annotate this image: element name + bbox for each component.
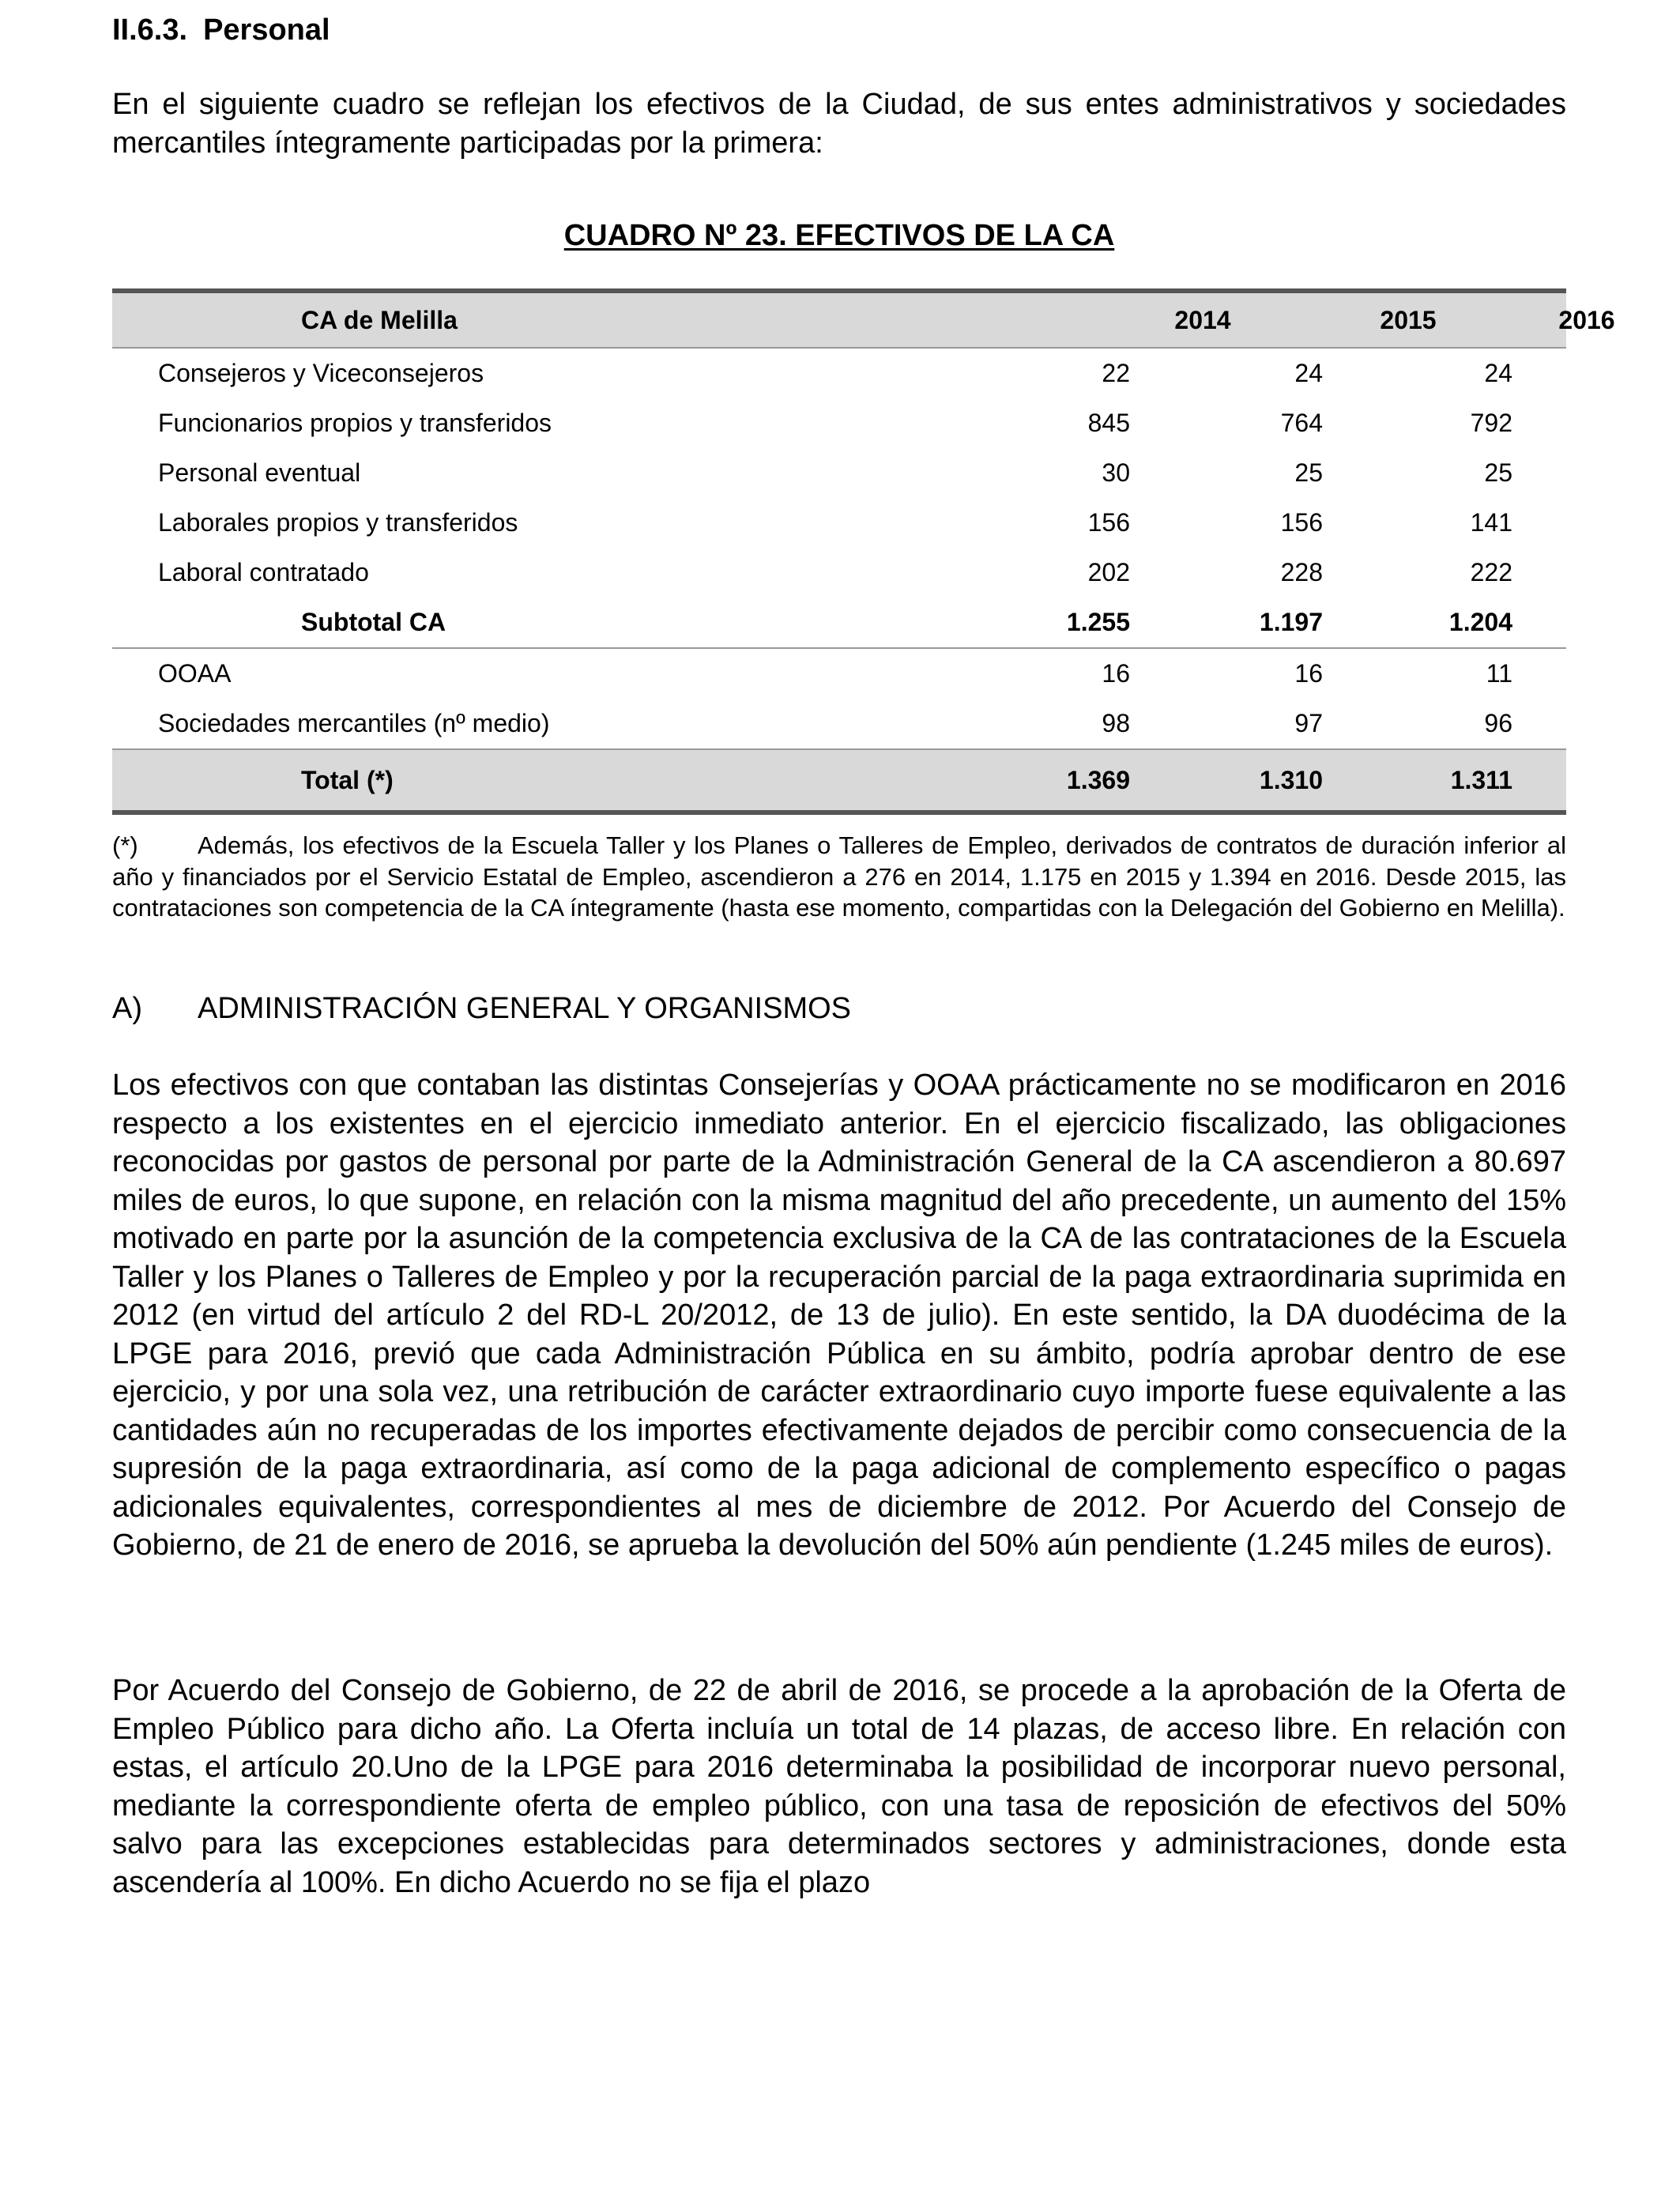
table-header-row	[112, 293, 1615, 347]
table-row	[112, 398, 1566, 448]
row-label: Funcionarios propios y transferidos	[158, 409, 552, 437]
section-title: Personal	[203, 13, 330, 47]
table-row	[112, 349, 1566, 398]
row-value: 202	[1087, 558, 1130, 586]
row-value: 764	[1280, 409, 1323, 437]
row-label: OOAA	[158, 659, 232, 688]
row-label: Laboral contratado	[158, 558, 369, 586]
row-value: 98	[1102, 709, 1130, 737]
subtotal-value: 1.204	[1448, 608, 1512, 636]
total-value: 1.310	[1259, 765, 1323, 794]
row-value: 22	[1102, 359, 1130, 387]
row-value: 845	[1087, 409, 1130, 437]
subtotal-value: 1.255	[1066, 608, 1130, 636]
row-value: 96	[1484, 709, 1512, 737]
table-bottom-rule	[112, 810, 1566, 815]
row-value: 156	[1280, 508, 1323, 537]
header-year: 2016	[1558, 305, 1615, 334]
intro-paragraph: En el siguiente cuadro se reflejan los efectivos de la Ciudad, de sus entes administrativos y sociedades mercantiles íntegramente participadas por la primera:	[112, 88, 1566, 160]
row-value: 16	[1102, 659, 1130, 688]
row-value: 222	[1470, 558, 1512, 586]
footnote-mark: (*)	[112, 831, 138, 859]
row-value: 97	[1294, 709, 1323, 737]
row-value: 24	[1484, 359, 1512, 387]
subsection-title: ADMINISTRACIÓN GENERAL Y ORGANISMOS	[198, 992, 852, 1025]
row-value: 11	[1486, 659, 1512, 688]
section-number: II.6.3.	[112, 13, 188, 47]
body-paragraph: Los efectivos con que contaban las distintas Consejerías y OOAA prácticamente no se modificaron en 2016 respecto a los existentes en el ejercicio inmediato anterior. En el ejercicio fiscalizado, las obligaciones reconocidas por gastos de personal por parte de la Administración General de la CA ascendieron a 80.697 miles de euros, lo que supone, en relación con la misma magnitud del año precedente, un aumento del 15% motivado en parte por la asunción de la competencia exclusiva de la CA de las contrataciones de la Escuela Taller y los Planes o Talleres de Empleo y por la recuperación parcial de la paga extraordinaria suprimida en 2012 (en virtud del artículo 2 del RD-L 20/2012, de 13 de julio). En este sentido, la DA duodécima de la LPGE para 2016, previó que cada Administración Pública en su ámbito, podría aprobar dentro de ese ejercicio, y por una sola vez, una retribución de carácter extraordinario cuyo importe fuese equivalente a las cantidades aún no recuperadas de los importes efectivamente dejados de percibir como consecuencia de la supresión de la paga extraordinaria, así como de la paga adicional de complemento específico o pagas adicionales equivalentes, correspondientes al mes de diciembre de 2012. Por Acuerdo del Consejo de Gobierno, de 21 de enero de 2016, se aprueba la devolución del 50% aún pendiente (1.245 miles de euros).	[112, 1069, 1566, 1562]
subtotal-row	[112, 598, 1566, 647]
total-row	[112, 750, 1566, 810]
row-value: 228	[1280, 558, 1323, 586]
row-value: 792	[1470, 409, 1512, 437]
total-value: 1.311	[1450, 765, 1512, 794]
subsection-heading	[112, 990, 851, 1027]
row-value: 16	[1294, 659, 1323, 688]
table-row	[112, 649, 1566, 699]
body-paragraph: Por Acuerdo del Consejo de Gobierno, de 22 de abril de 2016, se procede a la aprobación de la Oferta de Empleo Público para dicho año. La Oferta incluía un total de 14 plazas, de acceso libre. En relación con estas, el artículo 20.Uno de la LPGE para 2016 determinaba la posibilidad de incorporar nuevo personal, mediante la correspondiente oferta de empleo público, con una tasa de reposición de efectivos del 50% salvo para las excepciones establecidas para determinados sectores y administraciones, donde esta ascendería al 100%. En dicho Acuerdo no se fija el plazo	[112, 1674, 1566, 1899]
staff-table	[112, 288, 1615, 815]
row-label: Laborales propios y transferidos	[158, 508, 518, 537]
table-title: CUADRO Nº 23. EFECTIVOS DE LA CA	[563, 219, 1115, 252]
table-footnote	[112, 830, 1566, 924]
row-value: 24	[1294, 359, 1323, 387]
section-heading	[112, 11, 330, 49]
row-value: 25	[1294, 458, 1323, 487]
table-row	[112, 498, 1566, 548]
row-value: 156	[1087, 508, 1130, 537]
row-label: Consejeros y Viceconsejeros	[158, 359, 484, 387]
table-row	[112, 548, 1566, 598]
header-year: 2014	[1174, 305, 1231, 334]
row-label: Sociedades mercantiles (nº medio)	[158, 709, 550, 737]
row-label: Personal eventual	[158, 458, 361, 487]
total-label: Total (*)	[301, 765, 394, 794]
header-year: 2015	[1380, 305, 1437, 334]
footnote-text: Además, los efectivos de la Escuela Taller y los Planes o Talleres de Empleo, derivados de contratos de duración inferior al año y financiados por el Servicio Estatal de Empleo, ascendieron a 276 en 2014, 1.175 en 2015 y 1.394 en 2016. Desde 2015, las contrataciones son competencia de la CA íntegramente (hasta ese momento, compartidas con la Delegación del Gobierno en Melilla).	[112, 831, 1566, 922]
header-label: CA de Melilla	[301, 305, 458, 334]
table-row	[112, 699, 1566, 748]
row-value: 25	[1484, 458, 1512, 487]
table-row	[112, 448, 1566, 498]
subtotal-value: 1.197	[1259, 608, 1323, 636]
subsection-letter: A)	[112, 992, 142, 1025]
row-value: 30	[1102, 458, 1130, 487]
subtotal-label: Subtotal CA	[301, 608, 446, 636]
total-value: 1.369	[1066, 765, 1130, 794]
row-value: 141	[1470, 508, 1512, 537]
